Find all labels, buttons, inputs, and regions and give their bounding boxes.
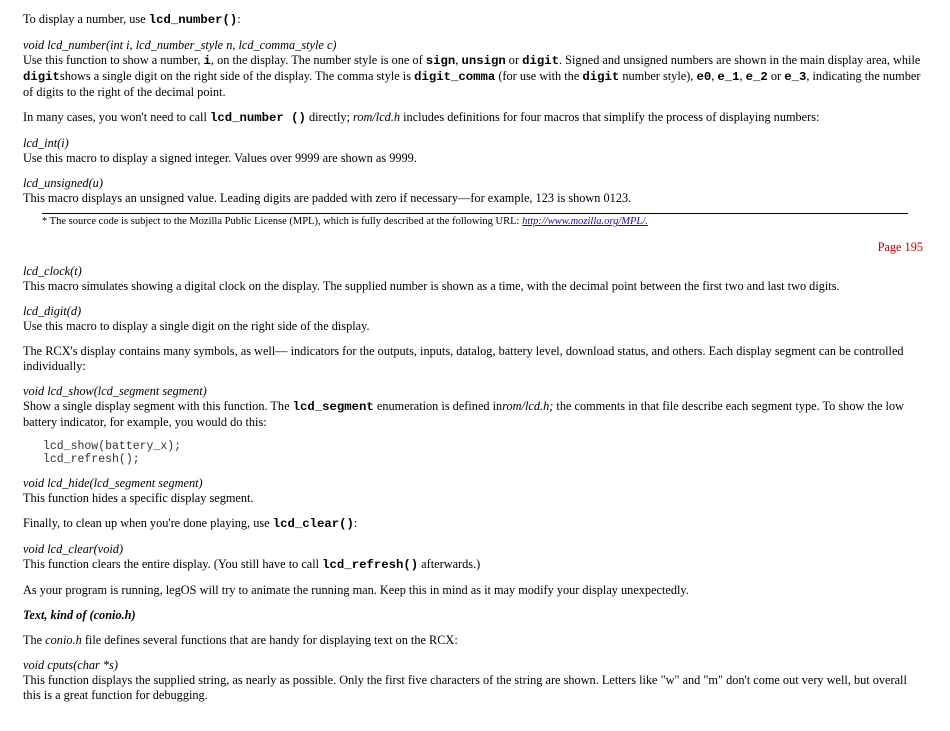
section-heading: Text, kind of (conio.h) [23,608,136,622]
footnote-divider [42,213,908,214]
function-description: This function clears the entire display. (You still have to call lcd_refresh() afterwards.) [23,557,481,572]
function-entry-lcd-clear [23,542,923,573]
function-entry-lcd-clock [23,264,923,294]
function-description: Use this macro to display a single digit on the right side of the display. [23,319,370,333]
symbols-paragraph: The RCX's display contains many symbols, as well— indicators for the outputs, inputs, datalog, battery level, download status, and others. Each display segment can be controlled individually: [23,344,904,373]
function-description: This function displays the supplied string, as nearly as possible. Only the first five characters of the string are shown. Letters like "w" and "m" don't come out very well, but overall this is a great function for debugging. [23,673,907,702]
function-signature: void lcd_number(int i, lcd_number_style n, lcd_comma_style c) [23,38,337,52]
running-man-paragraph: As your program is running, legOS will try to animate the running man. Keep this in mind as it may modify your display unexpectedly. [23,583,689,597]
function-signature: lcd_clock(t) [23,264,82,278]
function-signature: lcd_unsigned(u) [23,176,103,190]
mpl-link[interactable]: http://www.mozilla.org/MPL/. [522,216,648,227]
page-number: Page 195 [877,240,923,254]
page-break [23,228,923,260]
function-signature: lcd_int(i) [23,136,69,150]
function-signature: void lcd_clear(void) [23,542,124,556]
function-description: This macro simulates showing a digital clock on the display. The supplied number is shown as a time, with the decimal point between the first two and last two digits. [23,279,840,293]
function-signature: void cputs(char *s) [23,658,118,672]
footnote: * The source code is subject to the Mozilla Public License (MPL), which is fully described at the following URL: http://www.mozilla.org/MPL/. [42,216,648,227]
clear-paragraph: Finally, to clean up when you're done playing, use lcd_clear(): [23,516,358,531]
inline-code: lcd_number() [148,13,238,27]
function-entry-lcd-int [23,136,923,166]
document-page [23,12,923,703]
function-description: Use this function to show a number, i, on the display. The number style is one of sign, unsign or digit. Signed and unsigned numbers are shown in the main display area, while digitshows a single digit on the right side of the display. The comma style is digit_comma (for use with the digit number style), e0, e_1, e_2 or e_3, indicating the number of digits to the right of the decimal point. [23,53,921,99]
function-entry-cputs [23,658,923,703]
intro-paragraph [23,12,923,28]
function-entry-lcd-show [23,384,923,430]
function-entry-lcd-digit [23,304,923,334]
text: To display a number, use [23,12,149,26]
code-sample: lcd_show(battery_x); lcd_refresh(); [43,440,182,466]
function-description: This macro displays an unsigned value. Leading digits are padded with zero if necessary—for example, 123 is shown 0123. [23,191,632,205]
function-signature: void lcd_show(lcd_segment segment) [23,384,207,398]
function-signature: lcd_digit(d) [23,304,82,318]
conio-paragraph: The conio.h file defines several functions that are handy for displaying text on the RCX: [23,633,458,647]
function-description: Show a single display segment with this function. The lcd_segment enumeration is defined inrom/lcd.h; the comments in that file describe each segment type. To show the low battery indicator, for example, you would do this: [23,399,904,429]
function-signature: void lcd_hide(lcd_segment segment) [23,476,203,490]
text: : [237,12,241,26]
function-entry-lcd-hide [23,476,923,506]
function-entry-lcd-number [23,38,923,100]
function-description: Use this macro to display a signed integer. Values over 9999 are shown as 9999. [23,151,417,165]
macros-paragraph: In many cases, you won't need to call lcd_number () directly; rom/lcd.h includes definitions for four macros that simplify the process of displaying numbers: [23,110,820,125]
function-entry-lcd-unsigned [23,176,923,206]
function-description: This function hides a specific display segment. [23,491,254,505]
